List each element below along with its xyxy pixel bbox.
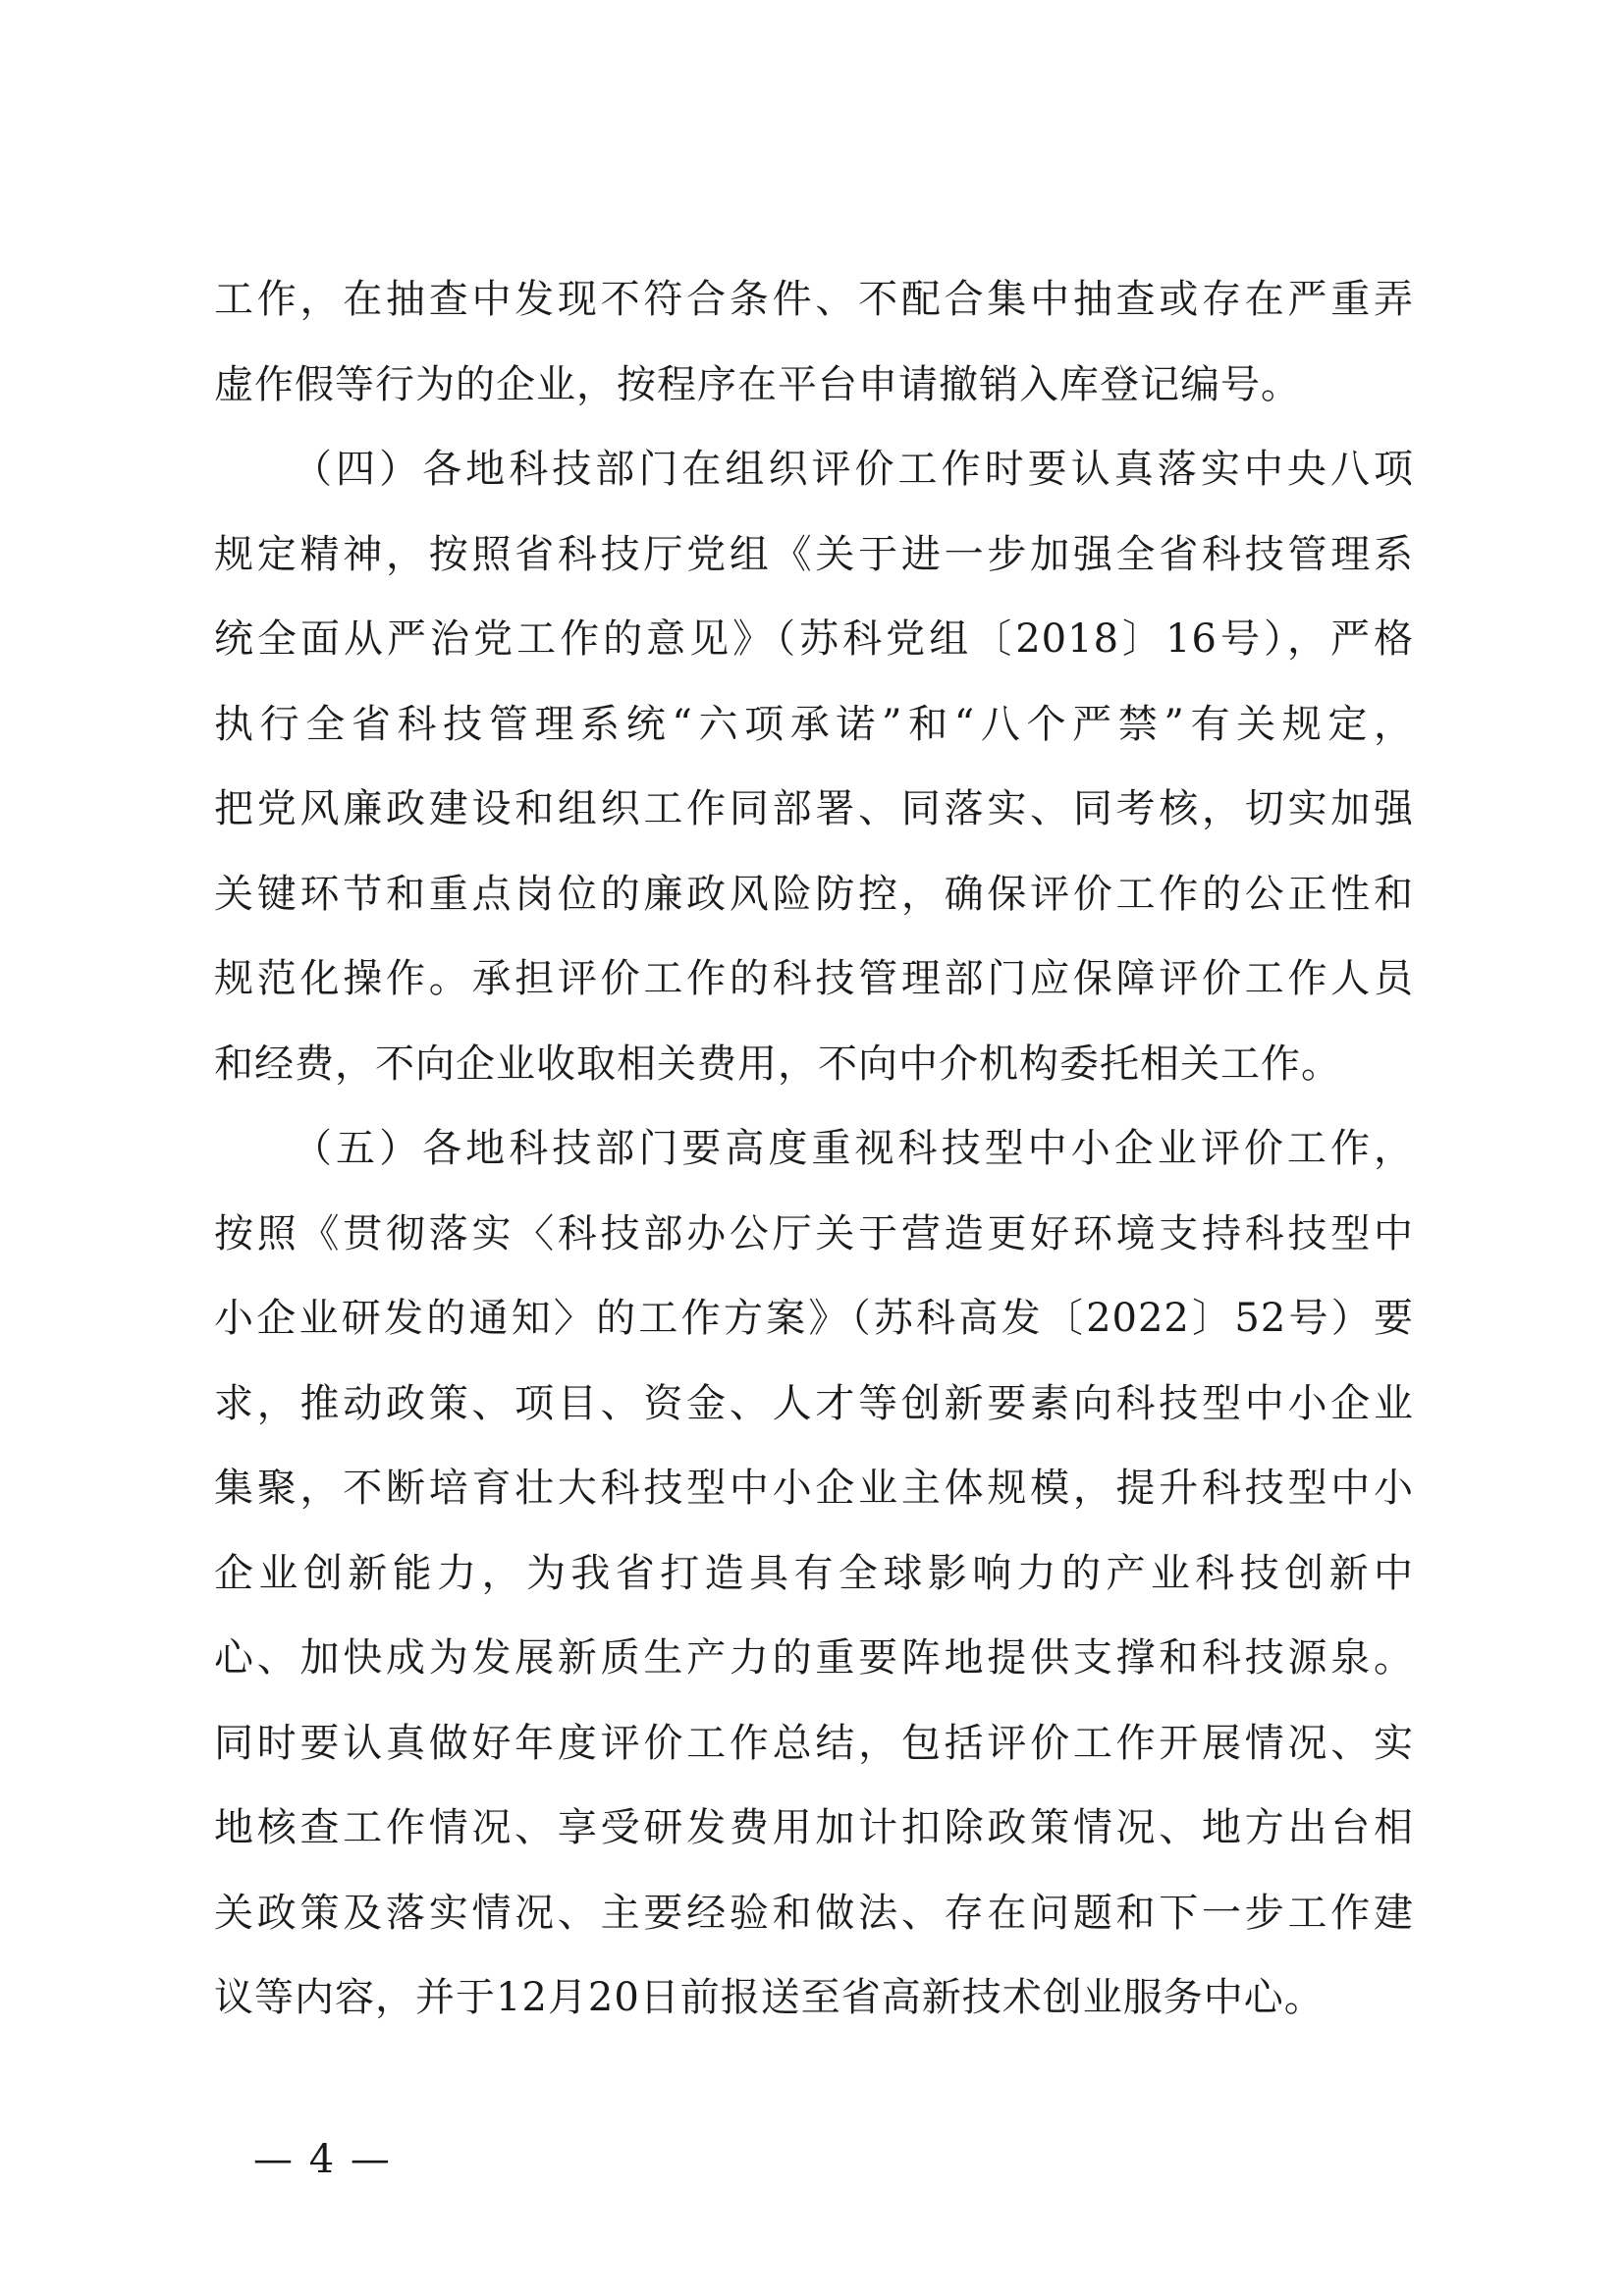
text-line: 和经费，不向企业收取相关费用，不向中介机构委托相关工作。	[214, 1041, 1341, 1087]
text-line: 集聚，不断培育壮大科技型中小企业主体规模，提升科技型中小	[214, 1466, 1414, 1511]
text-line: 执行全省科技管理系统“六项承诺”和“八个严禁”有关规定，	[214, 701, 1414, 747]
text-line: 按照《贯彻落实〈科技部办公厅关于营造更好环境支持科技型中	[214, 1210, 1414, 1256]
text-line: 关键环节和重点岗位的廉政风险防控，确保评价工作的公正性和	[214, 871, 1414, 917]
text-line: 小企业研发的通知〉的工作方案》（苏科高发〔2022〕52号）要	[214, 1296, 1414, 1341]
text-line: 统全面从严治党工作的意见》（苏科党组〔2018〕16号），严格	[214, 616, 1414, 662]
text-line: 工作，在抽查中发现不符合条件、不配合集中抽查或存在严重弄	[214, 277, 1414, 322]
text-line: 同时要认真做好年度评价工作总结，包括评价工作开展情况、实	[214, 1720, 1414, 1766]
paragraph-4-first-line: （四）各地科技部门在组织评价工作时要认真落实中央八项	[293, 447, 1414, 492]
text-line: 规范化操作。承担评价工作的科技管理部门应保障评价工作人员	[214, 956, 1414, 1001]
body-text	[214, 257, 1414, 2041]
text-line: 把党风廉政建设和组织工作同部署、同落实、同考核，切实加强	[214, 786, 1414, 831]
text-line: 虚作假等行为的企业，按程序在平台申请撤销入库登记编号。	[214, 361, 1301, 407]
text-line: 心、加快成为发展新质生产力的重要阵地提供支撑和科技源泉。	[214, 1635, 1414, 1681]
paragraph-5-first-line: （五）各地科技部门要高度重视科技型中小企业评价工作，	[293, 1126, 1414, 1171]
text-line: 规定精神，按照省科技厅党组《关于进一步加强全省科技管理系	[214, 531, 1414, 577]
page-number: — 4 —	[253, 2137, 392, 2182]
text-line: 企业创新能力，为我省打造具有全球影响力的产业科技创新中	[214, 1550, 1414, 1596]
text-line: 地核查工作情况、享受研发费用加计扣除政策情况、地方出台相	[214, 1805, 1414, 1850]
text-line: 关政策及落实情况、主要经验和做法、存在问题和下一步工作建	[214, 1890, 1414, 1936]
text-line: 求，推动政策、项目、资金、人才等创新要素向科技型中小企业	[214, 1380, 1414, 1426]
text-line: 议等内容，并于12月20日前报送至省高新技术创业服务中心。	[214, 1975, 1325, 2020]
